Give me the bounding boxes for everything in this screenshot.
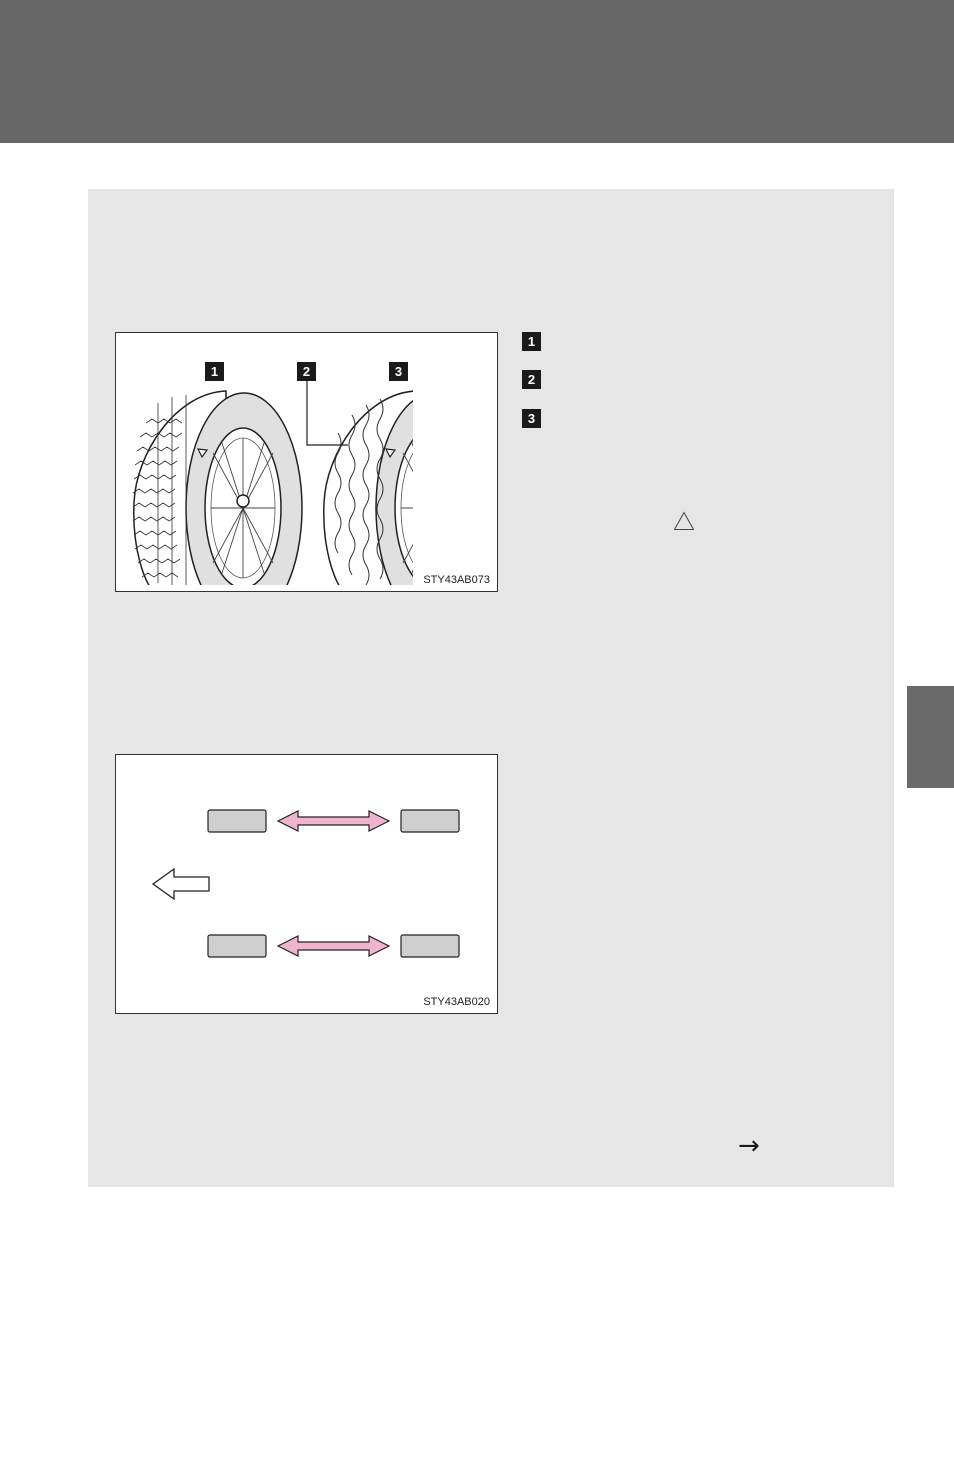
tire-rotation-diagram [116, 755, 497, 1013]
tire-tread-figure [115, 332, 498, 592]
tread-figure-code: STY43AB073 [423, 574, 490, 586]
tread-callout-2: 2 [297, 362, 316, 381]
tire-block-rear-left [401, 810, 459, 832]
tread-callout-3: 3 [389, 362, 408, 381]
front-direction-arrow-icon [153, 869, 209, 899]
legend-item-3: 3 [522, 409, 541, 428]
chapter-tab[interactable] [907, 686, 954, 788]
tire-block-front-left [208, 810, 266, 832]
legend-item-1: 1 [522, 332, 541, 351]
rotation-figure-code: STY43AB020 [423, 996, 490, 1008]
tire-3-drawing [324, 391, 492, 591]
rotation-arrow-bottom [278, 936, 389, 956]
tire-block-front-right [208, 935, 266, 957]
tire-block-rear-right [401, 935, 459, 957]
rotation-arrow-top [278, 811, 389, 831]
tread-callout-1: 1 [205, 362, 224, 381]
legend-item-2: 2 [522, 370, 541, 389]
rotation-figure-code-box [417, 990, 496, 1012]
tire-1-drawing [133, 391, 302, 591]
right-arrow-icon[interactable]: → [738, 1131, 760, 1161]
callout-2-leader [307, 381, 348, 445]
header-bar [0, 0, 954, 143]
tire-rotation-figure [115, 754, 498, 1014]
warning-triangle-icon [673, 511, 695, 531]
tread-figure-code-box [417, 568, 496, 590]
